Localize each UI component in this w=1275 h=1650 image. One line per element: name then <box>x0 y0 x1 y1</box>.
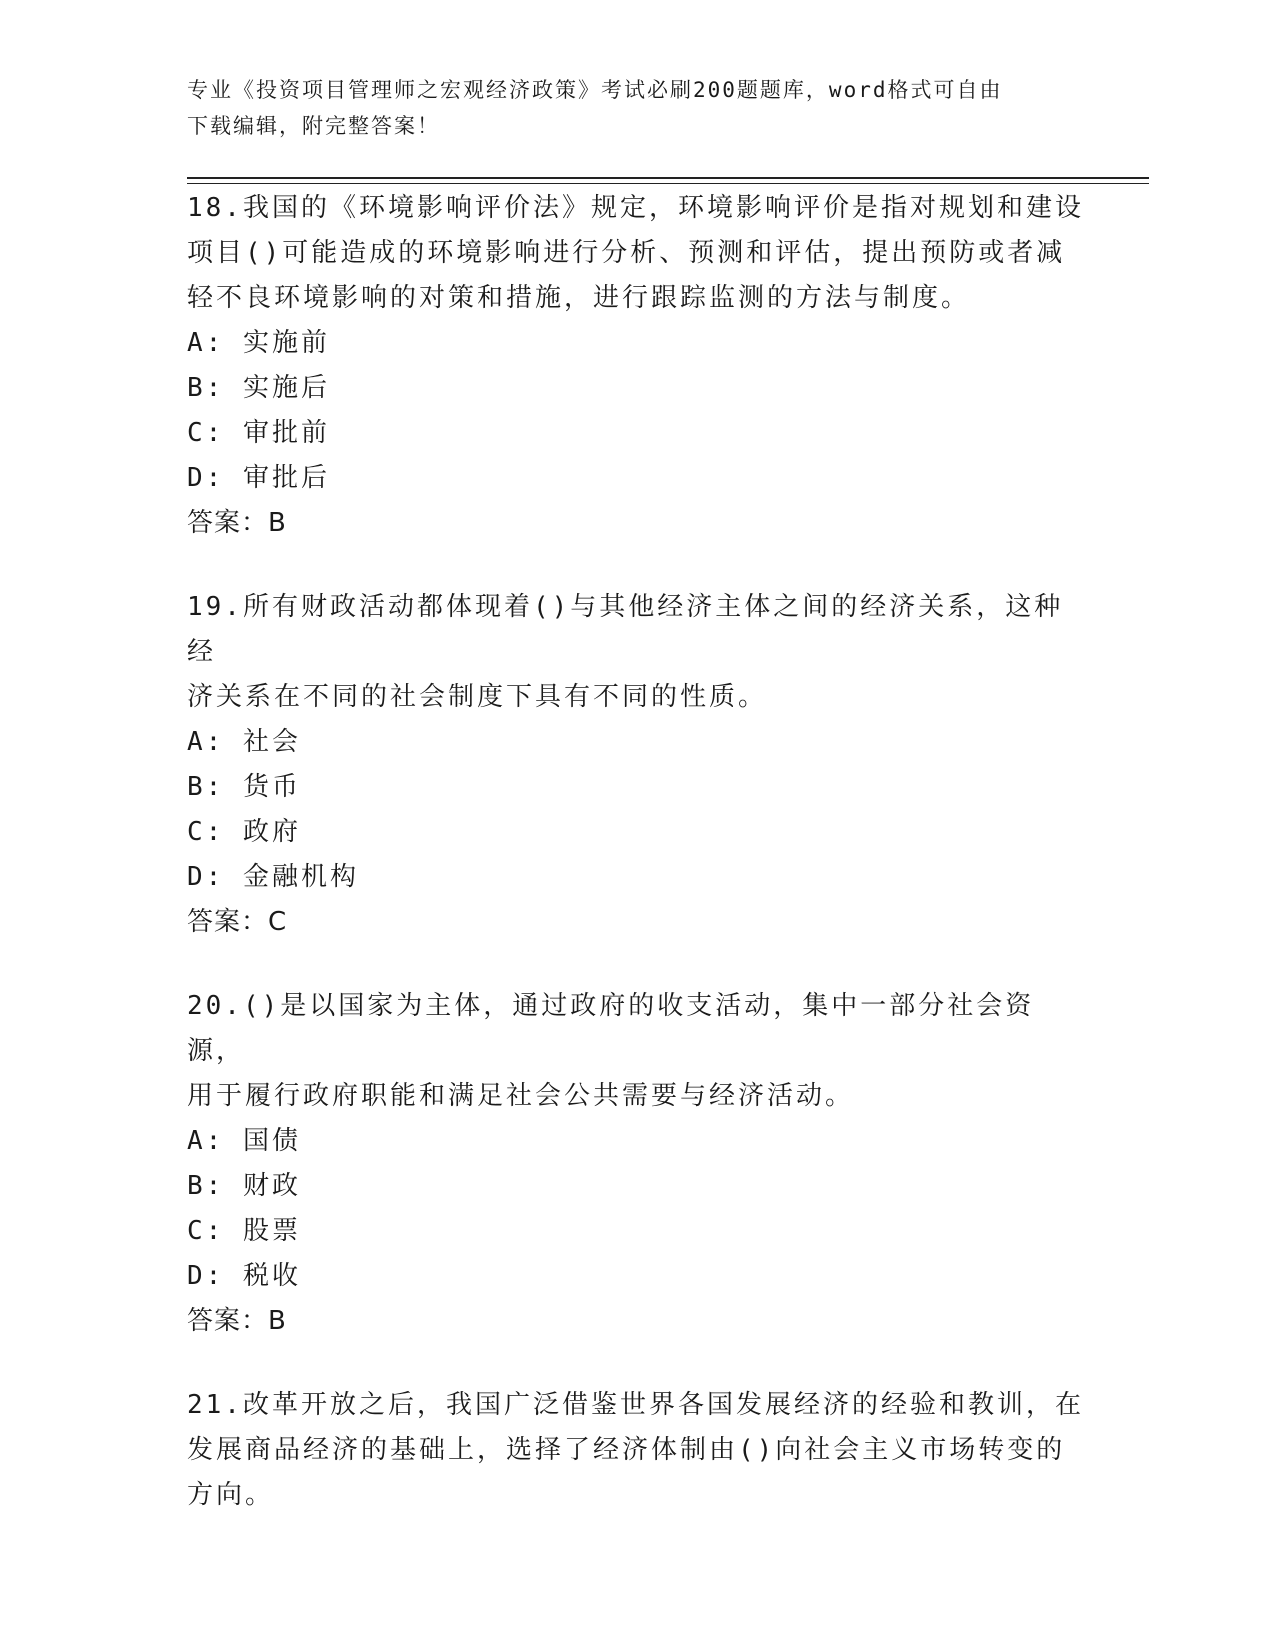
option-c: C: 审批前 <box>187 418 330 448</box>
option-a: A: 实施前 <box>187 328 330 358</box>
question-stem-line: 济关系在不同的社会制度下具有不同的性质。 <box>187 682 768 712</box>
option-d: D: 税收 <box>187 1261 301 1291</box>
header-line: 专业《投资项目管理师之宏观经济政策》考试必刷200题题库，word格式可自由 <box>187 78 1003 102</box>
option-d: D: 审批后 <box>187 463 330 493</box>
answer-line: 答案：C <box>187 907 288 937</box>
header-divider-thin <box>187 183 1149 184</box>
question-19 <box>187 585 1087 945</box>
answer-line: 答案：B <box>187 1306 287 1336</box>
option-b: B: 财政 <box>187 1171 301 1201</box>
option-b: B: 实施后 <box>187 373 330 403</box>
question-stem-line: 用于履行政府职能和满足社会公共需要与经济活动。 <box>187 1081 855 1111</box>
question-list <box>187 186 1087 1557</box>
question-stem-line: 轻不良环境影响的对策和措施，进行跟踪监测的方法与制度。 <box>187 283 971 313</box>
question-21 <box>187 1383 1087 1518</box>
option-d: D: 金融机构 <box>187 862 359 892</box>
question-stem-line: 19.所有财政活动都体现着()与其他经济主体之间的经济关系，这种经 <box>187 592 1064 667</box>
question-stem-line: 方向。 <box>187 1480 275 1510</box>
document-header-note <box>187 72 1067 144</box>
question-18 <box>187 186 1087 546</box>
question-20 <box>187 984 1087 1344</box>
answer-line: 答案：B <box>187 508 287 538</box>
question-stem-line: 20.()是以国家为主体，通过政府的收支活动，集中一部分社会资源， <box>187 991 1035 1066</box>
question-stem-line: 发展商品经济的基础上，选择了经济体制由()向社会主义市场转变的 <box>187 1435 1066 1465</box>
option-a: A: 国债 <box>187 1126 301 1156</box>
option-c: C: 政府 <box>187 817 301 847</box>
option-c: C: 股票 <box>187 1216 301 1246</box>
question-stem-line: 项目()可能造成的环境影响进行分析、预测和评估，提出预防或者减 <box>187 238 1066 268</box>
option-b: B: 货币 <box>187 772 301 802</box>
question-stem-line: 18.我国的《环境影响评价法》规定，环境影响评价是指对规划和建设 <box>187 193 1084 223</box>
option-a: A: 社会 <box>187 727 301 757</box>
question-stem-line: 21.改革开放之后，我国广泛借鉴世界各国发展经济的经验和教训，在 <box>187 1390 1084 1420</box>
header-line: 下载编辑，附完整答案！ <box>187 114 440 138</box>
header-divider-thick <box>187 177 1149 179</box>
